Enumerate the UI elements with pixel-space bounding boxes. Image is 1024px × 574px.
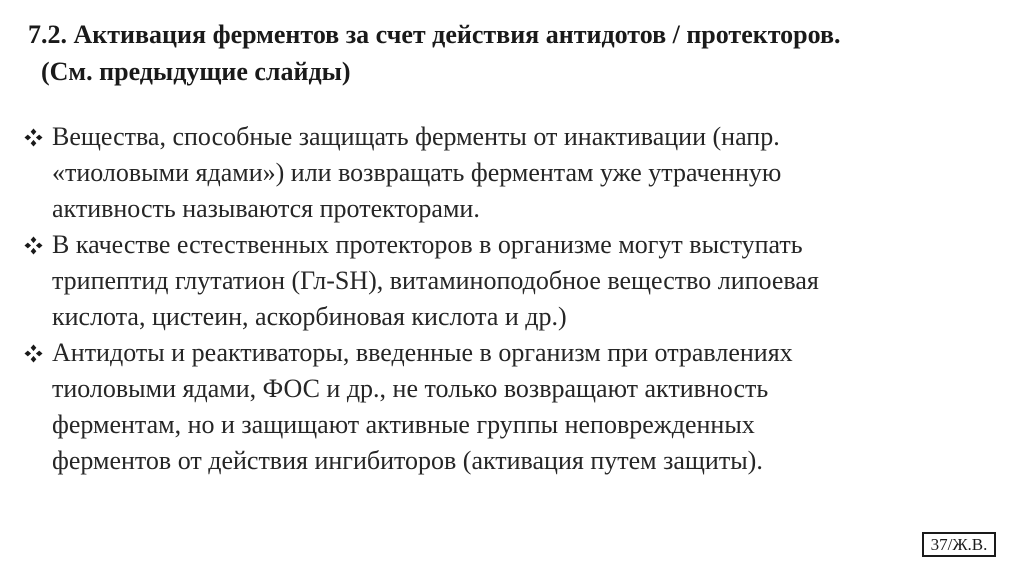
bullet-text [52,119,984,227]
bullet-line: активность называются протекторами. [52,194,480,223]
slide-title-line-2: (См. предыдущие слайды) [41,57,351,86]
slide-title-line-1: 7.2. Активация ферментов за счет действия антидотов / протекторов. [28,20,841,49]
page-number-badge: 37/Ж.В. [922,532,996,557]
bullet-item-1 [24,119,984,227]
bullet-line: Антидоты и реактиваторы, введенные в организм при отравлениях [52,338,793,367]
bullet-line: тиоловыми ядами, ФОС и др., не только возвращают активность [52,374,769,403]
bullet-text [52,335,984,479]
diamond-bullet-icon [24,227,48,263]
bullet-line: В качестве естественных протекторов в организме могут выступать [52,230,803,259]
bullet-line: ферментов от действия ингибиторов (активация путем защиты). [52,446,763,475]
bullet-item-2 [24,227,984,335]
bullet-list [24,119,984,479]
diamond-bullet-icon [24,335,48,371]
diamond-bullet-icon [24,119,48,155]
bullet-line: «тиоловыми ядами») или возвращать ферментам уже утраченную [52,158,782,187]
bullet-item-3 [24,335,984,479]
slide-title [28,16,1008,90]
bullet-line: Вещества, способные защищать ферменты от инактивации (напр. [52,122,780,151]
bullet-line: кислота, цистеин, аскорбиновая кислота и др.) [52,302,567,331]
bullet-line: ферментам, но и защищают активные группы неповрежденных [52,410,755,439]
bullet-text [52,227,984,335]
bullet-line: трипептид глутатион (Гл-SH), витаминоподобное вещество липоевая [52,266,819,295]
